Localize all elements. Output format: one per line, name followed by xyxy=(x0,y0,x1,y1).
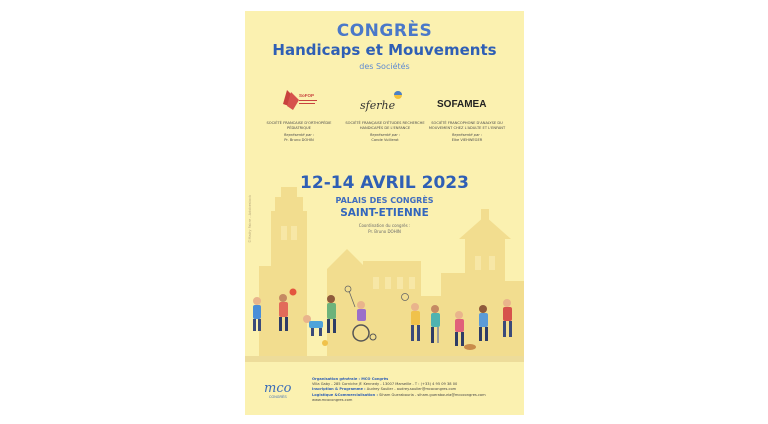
poster-title-main: Handicaps et Mouvements xyxy=(272,41,497,59)
society-sofop xyxy=(259,121,339,143)
inscription-value: Audrey Soulier - audrey.soulier@mcocongres.com xyxy=(366,387,457,392)
logistique-label: Logistique &Commercialisation : xyxy=(312,392,378,397)
society-rep-label: Représenté par : xyxy=(451,133,483,137)
poster-title-sub: des Sociétés xyxy=(359,62,410,71)
society-rep-name: Pr. Bruno DOHIN xyxy=(284,138,314,142)
child-figure xyxy=(327,295,336,333)
event-venue: PALAIS DES CONGRÈS xyxy=(335,196,434,205)
sofop-logo xyxy=(279,86,323,116)
mco-congres-logo xyxy=(263,378,305,400)
photo-credit: ©Matty Fabre - Adobestock xyxy=(248,194,252,243)
society-name: SOCIÉTÉ FRANCAISE D'ORTHOPÉDIE PÉDIATRIQUE xyxy=(266,121,332,130)
society-sofamea xyxy=(427,121,507,143)
society-name: SOCIÉTÉ FRANCOPHONE D'ANALYSE DU MOUVEMENT CHEZ L'ADULTE ET L'ENFANT xyxy=(428,121,506,130)
society-rep-name: Elke VIEHWEGER xyxy=(451,138,483,142)
congress-poster xyxy=(245,11,524,415)
event-date: 12-14 AVRIL 2023 xyxy=(300,173,469,193)
child-figure xyxy=(253,297,261,331)
child-figure xyxy=(279,289,297,332)
child-figure xyxy=(503,299,512,337)
society-rep-label: Représenté par : xyxy=(369,133,401,137)
sofop-logo-text: SoFOP xyxy=(299,93,315,98)
child-figure xyxy=(431,305,440,343)
org-label: Organisation générale : MCO Congrès xyxy=(312,377,389,381)
society-name: SOCIÉTÉ FRANÇAISE D'ÉTUDES RECHERCHE HANDICAPÉS DE L'ENFANCE xyxy=(345,121,425,130)
logistique-value: Siham Guerabouria - siham.guerabouria@mcocongres.com xyxy=(379,392,486,397)
children-illustration xyxy=(245,273,524,368)
coordination-label: Coordination du congrès : xyxy=(358,223,411,228)
child-figure xyxy=(303,315,328,346)
sofamea-logo xyxy=(435,95,491,111)
coordination-name: Pr. Bruno DOHIN xyxy=(368,229,401,234)
sofamea-logo-text: SOFAMEA xyxy=(437,99,487,110)
mco-logo-sub: CONGRÈS xyxy=(269,395,287,399)
coordination xyxy=(245,223,524,235)
website-link[interactable]: www.mcocongres.com xyxy=(312,397,353,402)
society-rep-label: Représenté par : xyxy=(283,133,315,137)
inscription-label: Inscription & Programme : xyxy=(312,387,366,392)
child-figure xyxy=(479,305,488,341)
sferhe-logo xyxy=(358,89,412,115)
event-city: SAINT-ETIENNE xyxy=(340,207,429,219)
sferhe-logo-text: sferhe xyxy=(360,99,396,112)
org-address: Villa Gaby - 285 Corniche JF. Kennedy - 13007 Marseille - T : (+33) 4 95 09 38 00 xyxy=(312,382,458,387)
mco-logo-text: mco xyxy=(264,381,292,396)
society-rep-name: Carole Vuillerot xyxy=(371,138,399,142)
wheelchair-child-figure xyxy=(345,286,376,341)
child-figure xyxy=(455,311,476,350)
child-figure xyxy=(402,294,421,342)
footer-info xyxy=(312,377,522,403)
poster-title-top: CONGRÈS xyxy=(336,21,433,41)
society-sferhe xyxy=(345,121,425,143)
